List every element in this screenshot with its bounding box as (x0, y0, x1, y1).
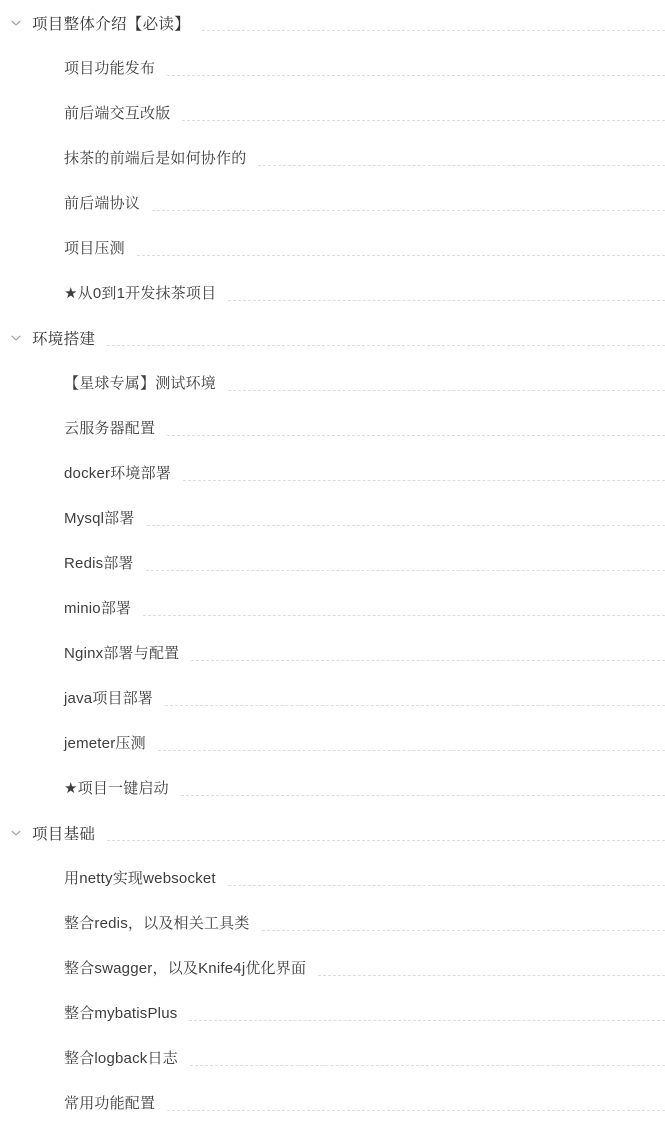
outline-lesson-item[interactable] (0, 360, 665, 405)
dotted-leader (262, 929, 665, 931)
outline-lesson-item[interactable] (0, 720, 665, 765)
dotted-leader (137, 254, 665, 256)
outline-lesson-title: minio部署 (64, 600, 132, 617)
dotted-leader (202, 29, 665, 31)
outline-lesson-item[interactable] (0, 135, 665, 180)
outline-lesson-item[interactable] (0, 630, 665, 675)
dotted-leader (143, 614, 665, 616)
outline-group-header[interactable] (0, 810, 665, 855)
outline-lesson-title: jemeter压测 (64, 735, 146, 752)
outline-group-title: 项目整体介绍【必读】 (32, 15, 191, 33)
outline-lesson-title: Nginx部署与配置 (64, 645, 180, 662)
outline-lesson-item[interactable] (0, 45, 665, 90)
outline-lesson-title: docker环境部署 (64, 465, 172, 482)
outline-lesson-title: 整合logback日志 (64, 1050, 178, 1067)
outline-lesson-item[interactable] (0, 990, 665, 1035)
dotted-leader (228, 389, 665, 391)
outline-group-title: 项目基础 (32, 825, 96, 843)
outline-lesson-title: 前后端协议 (64, 195, 141, 212)
outline-lesson-item[interactable] (0, 270, 665, 315)
outline-lesson-title: 整合mybatisPlus (64, 1005, 178, 1022)
outline-lesson-item[interactable] (0, 540, 665, 585)
outline-lesson-item[interactable] (0, 1080, 665, 1125)
outline-lesson-title: 抹茶的前端后是如何协作的 (64, 150, 247, 167)
dotted-leader (191, 659, 665, 661)
outline-lesson-title: ★从0到1开发抹茶项目 (64, 285, 217, 302)
dotted-leader (182, 119, 665, 121)
dotted-leader (189, 1019, 665, 1021)
outline-lesson-title: 前后端交互改版 (64, 105, 171, 122)
dotted-leader (228, 299, 665, 301)
outline-lesson-title: 项目压测 (64, 240, 125, 257)
dotted-leader (258, 164, 665, 166)
outline-lesson-title: Mysql部署 (64, 510, 135, 527)
chevron-down-icon[interactable] (8, 330, 24, 346)
dotted-leader (152, 209, 665, 211)
chevron-down-icon[interactable] (8, 825, 24, 841)
outline-lesson-item[interactable] (0, 405, 665, 450)
outline-lesson-item[interactable] (0, 585, 665, 630)
dotted-leader (228, 884, 665, 886)
outline-lesson-title: ★项目一键启动 (64, 780, 169, 797)
dotted-leader (165, 704, 665, 706)
dotted-leader (318, 974, 665, 976)
outline-lesson-item[interactable] (0, 90, 665, 135)
outline-group-header[interactable] (0, 0, 665, 45)
outline-lesson-title: Redis部署 (64, 555, 134, 572)
dotted-leader (167, 434, 665, 436)
outline-lesson-item[interactable] (0, 450, 665, 495)
outline-lesson-item[interactable] (0, 495, 665, 540)
dotted-leader (183, 479, 665, 481)
chevron-down-icon[interactable] (8, 15, 24, 31)
outline-group-title: 环境搭建 (32, 330, 96, 348)
outline-lesson-item[interactable] (0, 675, 665, 720)
outline-lesson-title: 用netty实现websocket (64, 870, 216, 887)
dotted-leader (167, 1109, 665, 1111)
outline-lesson-title: 常用功能配置 (64, 1095, 156, 1112)
outline-lesson-title: 【星球专属】测试环境 (64, 375, 217, 392)
dotted-leader (167, 74, 665, 76)
dotted-leader (147, 524, 665, 526)
outline-lesson-title: java项目部署 (64, 690, 154, 707)
outline-lesson-item[interactable] (0, 855, 665, 900)
outline-lesson-item[interactable] (0, 945, 665, 990)
dotted-leader (107, 839, 665, 841)
dotted-leader (146, 569, 665, 571)
dotted-leader (181, 794, 665, 796)
outline-lesson-item[interactable] (0, 1035, 665, 1080)
outline-lesson-title: 云服务器配置 (64, 420, 156, 437)
outline-lesson-item[interactable] (0, 900, 665, 945)
outline-lesson-item[interactable] (0, 180, 665, 225)
outline-lesson-title: 项目功能发布 (64, 60, 156, 77)
outline-group-header[interactable] (0, 315, 665, 360)
dotted-leader (158, 749, 665, 751)
outline-lesson-item[interactable] (0, 765, 665, 810)
dotted-leader (107, 344, 665, 346)
dotted-leader (190, 1064, 665, 1066)
outline-lesson-item[interactable] (0, 225, 665, 270)
outline-lesson-title: 整合redis，以及相关工具类 (64, 915, 250, 932)
outline-lesson-title: 整合swagger，以及Knife4j优化界面 (64, 960, 307, 977)
